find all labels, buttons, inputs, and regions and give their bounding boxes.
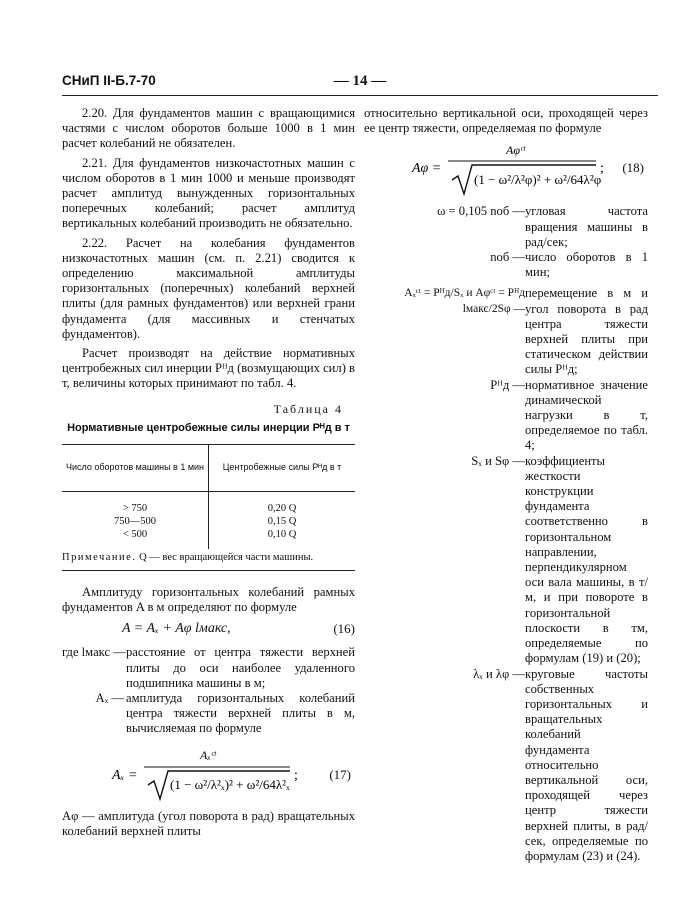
- paragraph-continued: относительно вертикальной оси, проходящей через ее центр тяжести, определяемая по формуле: [364, 106, 648, 136]
- table-note: [62, 549, 355, 571]
- formula-17-graphic: [62, 745, 355, 803]
- formula-18: [364, 142, 648, 200]
- table-cell-rpm: < 500: [62, 528, 209, 549]
- table-row: [62, 492, 355, 516]
- formula-16-expression: A = Aₓ + Aφ lмакс,: [122, 621, 231, 637]
- table-note-text: Q — вес вращающейся части машины.: [139, 552, 314, 564]
- definition-text: нормативное значение динамической нагрузки в т, определяемое по табл. 4;: [525, 377, 648, 453]
- document-code: СНиП II-Б.7-70: [62, 73, 156, 88]
- table-header-rpm: Число оборотов машины в 1 мин: [62, 445, 209, 492]
- table-note-label: Примечание.: [62, 552, 137, 564]
- formula-16: [62, 619, 355, 641]
- table-caption: Таблица 4: [273, 401, 343, 416]
- definition-pd: [364, 378, 648, 454]
- definition-term: ω = 0,105 nоб —: [437, 204, 525, 219]
- definition-text: угловая частота вращения машины в рад/сек;: [525, 204, 648, 249]
- denominator-expression: (1 − ω²/λ²ₓ)² + ω²/64λ²ₓ: [170, 776, 290, 792]
- formula-18-numerator: Aφᶜᵗ: [506, 143, 526, 158]
- formula-16-number: (16): [333, 621, 355, 637]
- formula-18-lhs: Aφ =: [412, 161, 442, 177]
- definition-term: Sₓ и Sφ —: [471, 453, 525, 468]
- formula-17-numerator: Aₓᶜᵗ: [200, 747, 216, 762]
- table-row: [62, 528, 355, 549]
- formula-17: [62, 745, 355, 803]
- definition-term: Aₓ —: [95, 691, 124, 706]
- paragraph-2-20: 2.20. Для фундаментов машин с вращающимися частями с числом оборотов больше 1000 в 1 мин расчет колебаний не обязателен.: [62, 106, 355, 151]
- table-title: Нормативные центробежные силы инерции Pᴴд в т: [67, 421, 350, 434]
- definition-text: расстояние от центра тяжести верхней плиты до оси наиболее удаленного подшипника машины в м;: [126, 645, 355, 690]
- formula-18-graphic: [364, 142, 648, 200]
- definition-text: перемещение в м и угол поворота в рад центра тяжести верхней плиты при статическом действии силы Pᴴд;: [525, 286, 648, 377]
- right-column: [364, 106, 648, 864]
- table-header-force: Центробежные силы Pᴴд в т: [209, 445, 356, 492]
- definition-nob: [364, 250, 648, 280]
- table-cell-rpm: 750—500: [62, 515, 209, 528]
- paragraph-amplitude: Амплитуду горизонтальных колебаний рамных фундаментов A в м определяют по формуле: [62, 585, 355, 615]
- table-cell-rpm: > 750: [62, 492, 209, 516]
- denominator-expression: (1 − ω²/λ²φ)² + ω²/64λ²φ: [474, 172, 602, 188]
- definition-lambda: [364, 667, 648, 865]
- paragraph-calculation: Расчет производят на действие нормативных центробежных сил инерции Pᴴд (возмущающих сил) в т, величины которых принимают по табл. 4.: [62, 346, 355, 391]
- formula-17-lhs: Aₓ =: [112, 767, 138, 783]
- definition-term: Aₓᶜᵗ = Pᴴд/Sₓ и Aφᶜᵗ = Pᴴд lмакс/2Sφ —: [404, 287, 525, 315]
- formula-semicolon: ;: [600, 161, 604, 177]
- page-header: [62, 73, 658, 97]
- table-cell-force: 0,10 Q: [267, 529, 297, 541]
- definition-text: амплитуда горизонтальных колебаний центра тяжести верхней плиты в м, вычисляемая по формуле: [126, 691, 355, 736]
- definition-text: коэффициенты жесткости конструкции фундамента соответственно в горизонтальном направлении, перпендикулярном оси вала машины, в т/м, и при повороте в горизонтальной плоскости в тм, определяемые по формулам (19) и (20);: [525, 453, 648, 666]
- table-cell-force: 0,20 Q: [267, 503, 297, 515]
- left-column: [62, 106, 355, 839]
- definition-ax: [62, 691, 355, 737]
- definition-static-displacement: [364, 286, 648, 377]
- definition-term: Pᴴд —: [490, 377, 525, 392]
- table-cell-force: 0,15 Q: [267, 516, 297, 528]
- page-number: — 14 —: [333, 73, 387, 89]
- formula-18-number: (18): [622, 160, 644, 176]
- definition-stiffness: [364, 454, 648, 667]
- definition-text: круговые частоты собственных горизонтальных и вращательных колебаний фундамента относительно вертикальной оси, проходящей через центр тяжести верхней плиты, в рад/сек, определяемые по формулам (23) и (24).: [525, 666, 648, 863]
- definition-term: λₓ и λφ —: [473, 666, 525, 681]
- definition-term: nоб —: [490, 250, 525, 265]
- header-rule: [62, 95, 658, 96]
- formula-17-number: (17): [329, 766, 351, 782]
- definition-text: число оборотов в 1 мин;: [525, 250, 648, 280]
- table-4: [62, 444, 355, 549]
- definition-l-max: [62, 645, 355, 691]
- table-row: [62, 515, 355, 528]
- definition-term: где lмакс —: [62, 645, 126, 660]
- paragraph-2-21: 2.21. Для фундаментов низкочастотных машин с числом оборотов в 1 мин 1000 и меньше производят расчет амплитуд вынужденных горизонтальных поперечных колебаний; расчет амплитуд вертикальных колебаний производить не обязательно.: [62, 155, 355, 231]
- definition-omega: [364, 204, 648, 250]
- paragraph-2-22: 2.22. Расчет на колебания фундаментов низкочастотных машин (см. п. 2.21) сводится к определению максимальной амплитуды горизонтальных (поперечных) колебаний верхней плиты (для рамных фундаментов) или верхней грани фундамента (для массивных и стенчатых фундаментов).: [62, 235, 355, 341]
- formula-semicolon: ;: [294, 767, 298, 783]
- definition-aphi: Aφ — амплитуда (угол поворота в рад) вращательных колебаний верхней плиты: [62, 808, 355, 838]
